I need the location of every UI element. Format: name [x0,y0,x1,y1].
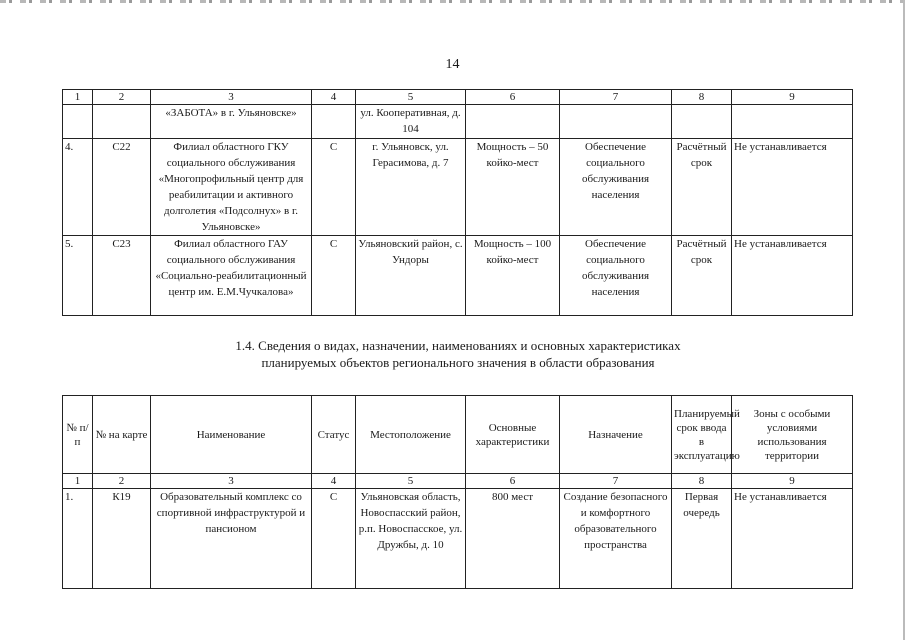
cell-characteristics: Мощность – 50 койко-мест [466,139,560,236]
section-title [120,337,796,371]
cell-name: Филиал областного ГАУ социального обслуживания «Социально-реабилитационный центр им. Е.М.Чучкалова» [151,236,312,316]
cell-zones: Не устанавливается [732,139,853,236]
table-row [63,236,853,316]
column-number-row [63,474,853,489]
cell-code: С23 [93,236,151,316]
col-number: 4 [312,474,356,489]
col-number: 6 [466,90,560,105]
cell-status: С [312,139,356,236]
col-number: 1 [63,90,93,105]
col-number: 2 [93,90,151,105]
cell-location: г. Ульяновск, ул. Герасимова, д. 7 [356,139,466,236]
cell-term [672,105,732,139]
col-number: 8 [672,474,732,489]
header-code: № на карте [93,396,151,474]
col-number: 4 [312,90,356,105]
cell-code [93,105,151,139]
cell-code: С22 [93,139,151,236]
cell-status: С [312,236,356,316]
cell-term: Первая очередь [672,489,732,589]
cell-characteristics [466,105,560,139]
page-top-edge [0,0,905,3]
col-number: 8 [672,90,732,105]
cell-purpose: Обеспечение социального обслуживания населения [560,236,672,316]
cell-purpose: Обеспечение социального обслуживания населения [560,139,672,236]
cell-num [63,105,93,139]
cell-zones: Не устанавливается [732,236,853,316]
page-number: 14 [445,57,460,72]
table-row [63,489,853,589]
section-title-line: 1.4. Сведения о видах, назначении, наименованиях и основных характеристиках [235,338,681,353]
cell-status: С [312,489,356,589]
table-row [63,105,853,139]
header-location: Местоположение [356,396,466,474]
header-num: № п/п [63,396,93,474]
cell-zones [732,105,853,139]
cell-location: Ульяновская область, Новоспасский район, р.п. Новоспасское, ул. Дружбы, д. 10 [356,489,466,589]
cell-characteristics: 800 мест [466,489,560,589]
col-number: 7 [560,90,672,105]
cell-purpose: Создание безопасного и комфортного образовательного пространства [560,489,672,589]
col-number: 6 [466,474,560,489]
education-objects-table [62,395,853,589]
social-services-table [62,89,853,316]
header-purpose: Назначение [560,396,672,474]
header-characteristics: Основные характеристики [466,396,560,474]
col-number: 1 [63,474,93,489]
cell-num: 1. [63,489,93,589]
col-number: 9 [732,474,853,489]
header-status: Статус [312,396,356,474]
cell-purpose [560,105,672,139]
cell-location: Ульяновский район, с. Ундоры [356,236,466,316]
col-number: 5 [356,474,466,489]
col-number: 7 [560,474,672,489]
cell-zones: Не устанавливается [732,489,853,589]
col-number: 9 [732,90,853,105]
cell-code: К19 [93,489,151,589]
cell-name: «ЗАБОТА» в г. Ульяновске» [151,105,312,139]
col-number: 3 [151,474,312,489]
section-title-line: планируемых объектов регионального значения в области образования [261,355,655,370]
table-row [63,139,853,236]
header-row [63,396,853,474]
header-term: Планируемый срок ввода в эксплуатацию [672,396,732,474]
col-number: 2 [93,474,151,489]
cell-location: ул. Кооперативная, д. 104 [356,105,466,139]
header-name: Наименование [151,396,312,474]
cell-name: Филиал областного ГКУ социального обслуживания «Многопрофильный центр для реабилитации и активного долголетия «Подсолнух» в г. Ульяновске» [151,139,312,236]
cell-term: Расчётный срок [672,139,732,236]
column-number-row [63,90,853,105]
cell-name: Образовательный комплекс со спортивной инфраструктурой и пансионом [151,489,312,589]
cell-status [312,105,356,139]
cell-characteristics: Мощность – 100 койко-мест [466,236,560,316]
cell-num: 4. [63,139,93,236]
cell-term: Расчётный срок [672,236,732,316]
cell-num: 5. [63,236,93,316]
col-number: 5 [356,90,466,105]
col-number: 3 [151,90,312,105]
header-zones: Зоны с особыми условиями использования территории [732,396,853,474]
